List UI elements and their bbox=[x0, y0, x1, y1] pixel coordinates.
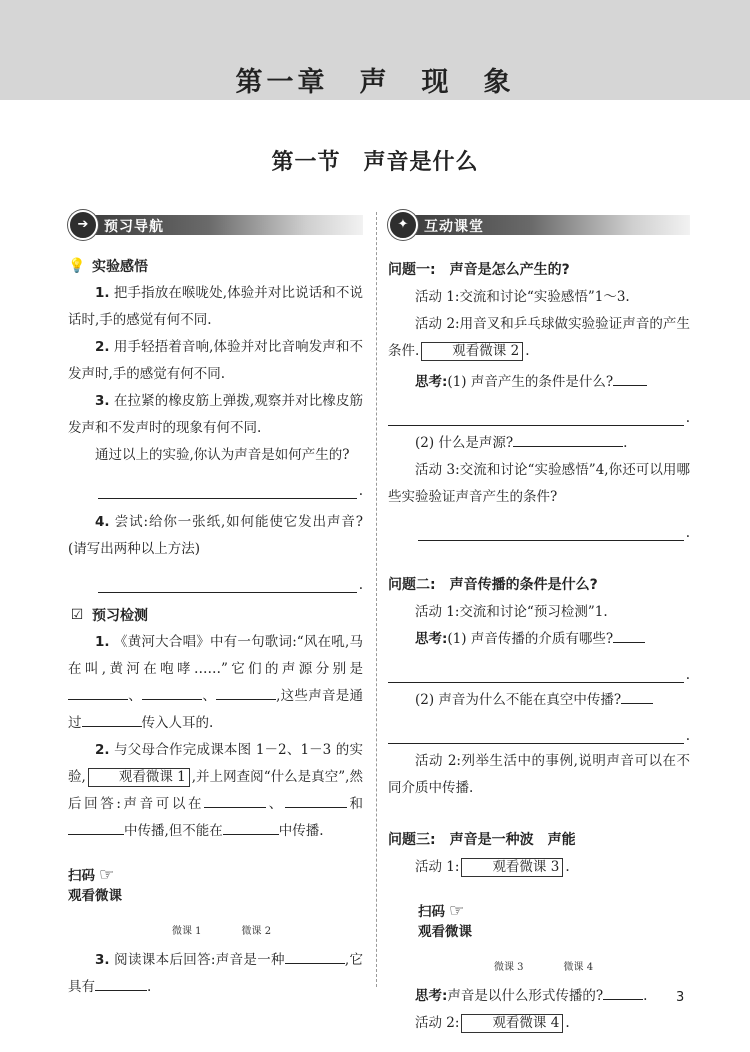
problem-1-title: 问题一: 声音是怎么产生的? bbox=[388, 262, 570, 278]
checkbox-pen-icon: ☑ bbox=[70, 607, 84, 623]
check-question-1: 1. 《黄河大合唱》中有一句歌词:“风在吼,马在叫,黄河在咆哮……”它们的声源分别是、 、 ,这些声音是通过 传入人耳的. bbox=[68, 634, 364, 731]
answer-blank[interactable] bbox=[95, 975, 147, 991]
microlesson-label[interactable]: 微课 1 bbox=[172, 926, 202, 937]
experience-item-4: 4. 尝试:给你一张纸,如何能使它发出声音?(请写出两种以上方法) bbox=[68, 514, 364, 557]
experience-item-1: 1. 把手指放在喉咙处,体验并对比说话和不说话时,手的感觉有何不同. bbox=[68, 285, 363, 328]
answer-blank[interactable] bbox=[142, 684, 202, 700]
pointing-hand-icon: ☞ bbox=[449, 901, 465, 921]
watch-microlesson-3-link[interactable]: 观看微课 3 bbox=[461, 858, 563, 877]
answer-line[interactable]: . bbox=[388, 653, 690, 683]
problem-2-think-1: 思考:(1) 声音传播的介质有哪些? bbox=[388, 626, 690, 653]
interactive-banner bbox=[388, 210, 690, 240]
microlesson-label[interactable]: 微课 4 bbox=[563, 962, 594, 973]
watch-microlesson-4-link[interactable]: 观看微课 4 bbox=[461, 1014, 563, 1033]
answer-line[interactable]: . bbox=[388, 396, 690, 426]
answer-blank[interactable] bbox=[621, 688, 653, 704]
experience-item-3: 3. 在拉紧的橡皮筋上弹拨,观察并对比橡皮筋发声和不发声时的现象有何不同. bbox=[68, 393, 363, 436]
answer-blank[interactable] bbox=[216, 684, 276, 700]
answer-blank[interactable] bbox=[82, 711, 142, 727]
problem-3-title: 问题三: 声音是一种波 声能 bbox=[388, 832, 576, 848]
microlesson-label[interactable]: 微课 2 bbox=[241, 926, 272, 937]
star-icon: ✦ bbox=[388, 210, 418, 240]
answer-blank[interactable] bbox=[285, 792, 347, 808]
answer-blank[interactable] bbox=[223, 819, 279, 835]
pointing-hand-icon: ☞ bbox=[99, 865, 115, 885]
left-column bbox=[68, 210, 363, 1001]
problem-1-activity-3: 活动 3:交流和讨论“实验感悟”4,你还可以用哪些实验验证声音产生的条件? bbox=[388, 462, 690, 505]
watch-microlesson-2-link[interactable]: 观看微课 2 bbox=[421, 342, 523, 361]
problem-1-think-2: (2) 什么是声源? . bbox=[388, 430, 690, 457]
interactive-banner-label: 互动课堂 bbox=[424, 219, 484, 235]
answer-blank[interactable] bbox=[613, 370, 647, 386]
problem-1-activity-1: 活动 1:交流和讨论“实验感悟”1～3. bbox=[415, 289, 630, 305]
problem-1-think-1: 思考:(1) 声音产生的条件是什么? bbox=[388, 369, 690, 396]
problem-3-think: 思考:声音是以什么形式传播的? . bbox=[388, 983, 690, 1010]
answer-blank[interactable] bbox=[513, 431, 623, 447]
answer-line[interactable]: . bbox=[68, 563, 363, 593]
watch-microlesson-1-link[interactable]: 观看微课 1 bbox=[88, 768, 190, 787]
answer-blank[interactable] bbox=[285, 948, 345, 964]
microlesson-labels bbox=[68, 922, 363, 937]
answer-blank[interactable] bbox=[613, 627, 645, 643]
problem-3-activity-1: 活动 1: 观看微课 3 . bbox=[415, 859, 570, 875]
check-heading: ☑ 预习检测 bbox=[68, 605, 363, 625]
problem-2-activity-1: 活动 1:交流和讨论“预习检测”1. bbox=[415, 604, 608, 620]
check-question-3: 3. 阅读课本后回答:声音是一种 ,它具有 . bbox=[68, 947, 363, 1001]
problem-1-activity-2: 活动 2:用音叉和乒乓球做实验验证声音的产生条件. 观看微课 2 . bbox=[388, 316, 690, 359]
scan-code-label: 扫码 ☞ 观看微课 bbox=[418, 901, 472, 940]
answer-line[interactable]: . bbox=[388, 714, 690, 744]
right-column bbox=[388, 210, 690, 1037]
answer-blank[interactable] bbox=[204, 792, 266, 808]
scan-code-label: 扫码 ☞ 观看微课 bbox=[68, 865, 122, 904]
problem-3-activity-2: 活动 2: 观看微课 4 . bbox=[415, 1015, 570, 1031]
column-divider bbox=[376, 212, 377, 987]
page-number: 3 bbox=[676, 990, 685, 1005]
answer-line[interactable]: . bbox=[68, 469, 363, 499]
chapter-title: 第一章 声 现 象 bbox=[235, 67, 515, 98]
section-title: 第一节 声音是什么 bbox=[271, 150, 479, 175]
problem-2-title: 问题二: 声音传播的条件是什么? bbox=[388, 577, 598, 593]
arrow-icon: ➔ bbox=[68, 210, 98, 240]
experience-heading: 💡 实验感悟 bbox=[68, 258, 148, 275]
lightbulb-icon: 💡 bbox=[68, 258, 86, 274]
microlesson-label[interactable]: 微课 3 bbox=[494, 962, 524, 973]
answer-blank[interactable] bbox=[68, 684, 128, 700]
problem-2-activity-2: 活动 2:列举生活中的事例,说明声音可以在不同介质中传播. bbox=[388, 753, 690, 796]
microlesson-labels bbox=[388, 958, 690, 973]
problem-2-think-2: (2) 声音为什么不能在真空中传播? bbox=[388, 687, 690, 714]
preview-banner-label: 预习导航 bbox=[104, 219, 164, 235]
check-question-2: 2. 与父母合作完成课本图 1－2、1－3 的实验, 观看微课 1 ,并上网查阅“什么是真空”,然后回答:声音可以在 、 和中传播,但不能在 中传播. bbox=[68, 742, 364, 839]
answer-blank[interactable] bbox=[603, 984, 643, 1000]
answer-blank[interactable] bbox=[68, 819, 124, 835]
experience-item-2: 2. 用手轻捂着音响,体验并对比音响发声和不发声时,手的感觉有何不同. bbox=[68, 339, 363, 382]
experience-question: 通过以上的实验,你认为声音是如何产生的? bbox=[95, 447, 350, 463]
preview-banner bbox=[68, 210, 363, 240]
answer-line[interactable]: . bbox=[388, 511, 690, 541]
